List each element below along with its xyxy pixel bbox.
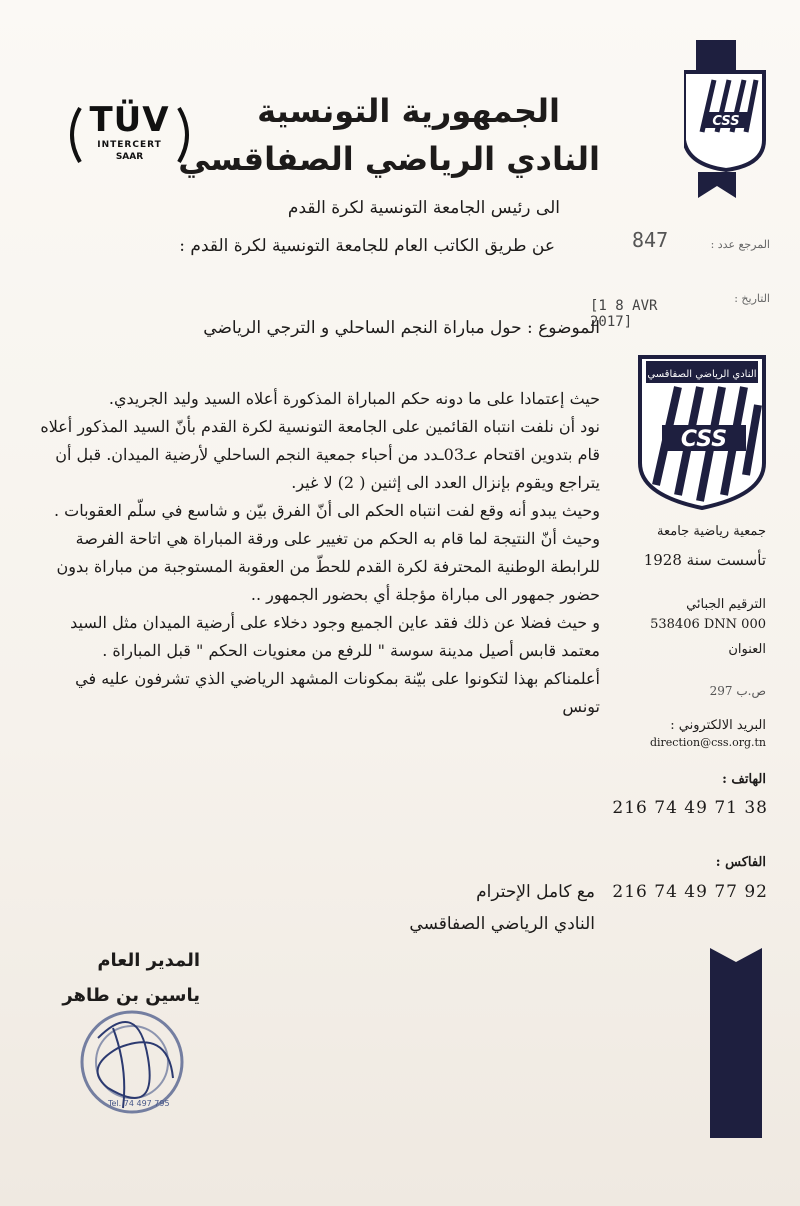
tuv-line2: SAAR	[115, 152, 144, 162]
body-paragraph: أعلمناكم بهذا لتكونوا على بيّنة بمكونات المشهد الرياضي الذي تشرفون عليه في تونس	[75, 669, 600, 716]
closing-line1: مع كامل الإحترام	[476, 882, 595, 902]
tax-label: الترقيم الجبائي	[686, 597, 766, 612]
tuv-brand: TÜV	[89, 100, 170, 140]
body-paragraph: نود أن نلفت انتباه القائمين على الجامعة التونسية لكرة القدم بأنّ السيد المذكور أعلاه قام بتدوين اقتحام عـ03ـدد من أحباء جمعية النجم الساحلي لأرضية الميدان. قبل أن يتراجع ويقوم بإنزال العدد الى إثنين ( 2) لا غير.	[40, 417, 600, 492]
subject-line: الموضوع : حول مباراة النجم الساحلي و الترجي الرياضي	[203, 318, 600, 338]
fax-label: الفاكس :	[715, 855, 766, 870]
official-stamp	[78, 1008, 186, 1116]
logo-text-small: CSS	[712, 114, 740, 129]
body-paragraph: حيث إعتمادا على ما دونه حكم المباراة المذكورة أعلاه السيد وليد الجريدي.	[108, 389, 600, 408]
email-label: البريد الالكتروني :	[670, 718, 766, 733]
date-label: التاريخ :	[734, 292, 770, 305]
tax-value: 538406 DNN 000	[650, 617, 766, 632]
body-paragraph: وحيث أنّ النتيجة لما قام به الحكم من تغيير على ورقة المباراة هي اتاحة الفرصة للرابطة الوطنية المحترفة لكرة القدم للحطّ من العقوبة المستوجبة من مباراة بدون حضور جمهور الى مباراة مؤجلة أي بحضور الجمهور ..	[56, 529, 600, 604]
body-paragraph: وحيث يبدو أنه وقع لفت انتباه الحكم الى أنّ الفرق بيّن و شاسع في سلّم العقوبات .	[53, 501, 600, 520]
fax-value: 216 74 49 77 92	[612, 882, 768, 902]
signatory-title: المدير العام	[97, 950, 200, 971]
founded-label: تأسست سنة 1928	[643, 551, 766, 569]
address-label: العنوان	[728, 642, 766, 657]
closing-line2: النادي الرياضي الصفاقسي	[409, 914, 595, 934]
css-emblem-small	[684, 40, 768, 200]
logo-text: CSS	[680, 427, 728, 452]
ref-label: المرجع عدد :	[710, 238, 770, 251]
via-line: عن طريق الكاتب العام للجامعة التونسية لكرة القدم :	[179, 236, 555, 256]
club-heading: النادي الرياضي الصفاقسي	[178, 140, 600, 178]
recipient-line: الى رئيس الجامعة التونسية لكرة القدم	[287, 198, 560, 218]
letter-body	[40, 385, 600, 721]
ref-value: 847	[632, 228, 669, 252]
email-value: direction@css.org.tn	[649, 736, 766, 749]
body-paragraph: و حيث فضلا عن ذلك فقد عاين الجميع وجود دخلاء على أرضية الميدان مثل السيد معتمد قابس أصيل مدينة سوسة " للرفع من معنويات الحكم " قبل المباراة .	[70, 613, 600, 660]
tuv-line1: INTERCERT	[97, 140, 162, 150]
phone-label: الهاتف :	[722, 772, 766, 787]
logo-banner: النادي الرياضي الصفاقسي	[647, 369, 757, 380]
assoc-label: جمعية رياضية جامعة	[657, 524, 766, 539]
date-stamp: [1 8 AVR 2017]	[590, 298, 658, 330]
decorative-ribbon	[710, 948, 762, 1138]
republic-heading: الجمهورية التونسية	[257, 92, 560, 130]
css-emblem	[638, 355, 766, 510]
signatory-name: ياسين بن طاهر	[62, 985, 200, 1006]
stamp-text: Tel. 74 497 795	[108, 1099, 170, 1108]
address-value: ص.ب 297	[709, 684, 766, 698]
closing	[295, 876, 595, 940]
phone-value: 216 74 49 71 38	[612, 798, 768, 818]
